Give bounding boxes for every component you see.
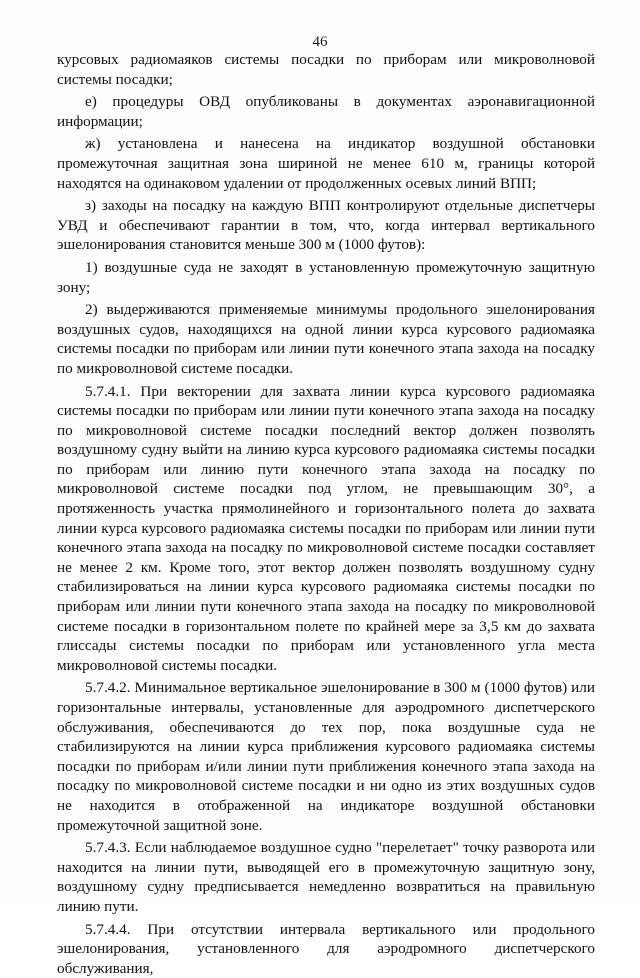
page-number: 46: [312, 34, 328, 50]
paragraph-item-z: з) заходы на посадку на каждую ВПП контролируют отдельные диспетчеры УВД и обеспечивают гарантии в том, что, когда интервал вертикального эшелонирования становится меньше 300 м (1000 футов):: [57, 197, 595, 254]
paragraph-5-7-4-3: 5.7.4.3. Если наблюдаемое воздушное судно "перелетает" точку разворота или находится на линии пути, выводящей его в промежуточную защитную зону, воздушному судну предписывается немедленно возвратиться на правильную линию пути.: [57, 839, 595, 915]
paragraph-subitem-2: 2) выдерживаются применяемые минимумы продольного эшелонирования воздушных судов, находящихся на одной линии курса курсового радиомаяка системы посадки по приборам или линии пути конечного этапа захода на посадку по микроволновой системе посадки.: [57, 301, 595, 377]
document-body: [57, 50, 595, 978]
paragraph-continuation: курсовых радиомаяков системы посадки по приборам или микроволновой системы посадки;: [57, 51, 595, 88]
paragraph-5-7-4-1: 5.7.4.1. При векторении для захвата линии курса курсового радиомаяка системы посадки по приборам или линии пути конечного этапа захода на посадку по микроволновой системе посадки последний вектор должен позволять воздушному судну выйти на линию курса курсового радиомаяка системы посадки по приборам или линию пути конечного этапа захода на посадку по микроволновой системе посадки под углом, не превышающим 30°, а протяженность участка прямолинейного и горизонтального полета до захвата линии курса курсового радиомаяка системы посадки по приборам или линии пути конечного этапа захода на посадку по микроволновой системе посадки составляет не менее 2 км. Кроме того, этот вектор должен позволять воздушному судну стабилизироваться на линии курса курсового радиомаяка системы посадки по приборам или линии пути конечного этапа захода на посадку по микроволновой системе посадки в горизонтальном полете по крайней мере за 3,5 км до захвата глиссады системы посадки по приборам или установленного угла места микроволновой системы посадки.: [57, 382, 595, 674]
paragraph-subitem-1: 1) воздушные суда не заходят в установленную промежуточную защитную зону;: [57, 258, 595, 296]
paragraph-5-7-4-2: 5.7.4.2. Минимальное вертикальное эшелонирование в 300 м (1000 футов) или горизонтальные интервалы, установленные для аэродромного диспетчерского обслуживания, обеспечиваются до тех пор, пока воздушные суда не стабилизируются на линии курса приближения курсового радиомаяка системы посадки по приборам и/или линии пути приближения конечного этапа захода на посадку по микроволновой системе посадки и ни одно из этих воздушных судов не находится в отображенной на индикаторе воздушной обстановки промежуточной защитной зоне.: [57, 679, 595, 834]
paragraph-item-e: е) процедуры ОВД опубликованы в документах аэронавигационной информации;: [57, 93, 595, 130]
paragraph-5-7-4-4: 5.7.4.4. При отсутствии интервала вертикального или продольного эшелонирования, установленного для аэродромного диспетчерского обслуживания,: [57, 920, 595, 977]
paragraph-item-zh: ж) установлена и нанесена на индикатор воздушной обстановки промежуточная защитная зона шириной не менее 610 м, границы которой находятся на одинаковом удалении от продолженных осевых линий ВПП;: [57, 135, 595, 192]
